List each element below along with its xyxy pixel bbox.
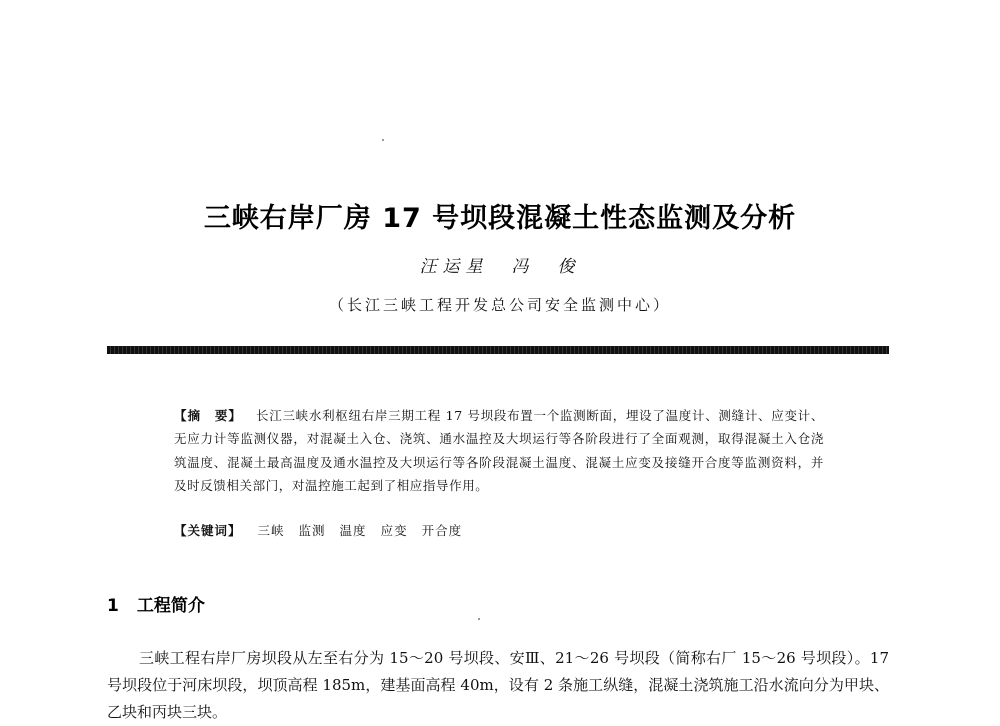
abstract-block bbox=[174, 404, 824, 498]
keywords-label: 【关键词】 bbox=[174, 523, 242, 538]
section-paragraph: 三峡工程右岸厂房坝段从左至右分为 15～20 号坝段、安Ⅲ、21～26 号坝段（简称右厂 15～26 号坝段）。17 号坝段位于河床坝段，坝顶高程 185m，建基面高程 40m，设有 2 条施工纵缝，混凝土浇筑施工沿水流向分为甲块、乙块和丙块三块。 bbox=[107, 649, 889, 721]
keyword-item: 监测 bbox=[298, 523, 326, 538]
paper-affiliation: （长江三峡工程开发总公司安全监测中心） bbox=[328, 296, 671, 314]
scan-speck bbox=[478, 618, 480, 620]
abstract-label: 【摘 要】 bbox=[174, 408, 243, 423]
section-heading bbox=[107, 591, 205, 616]
keywords-block bbox=[174, 519, 824, 542]
keyword-item: 温度 bbox=[339, 523, 367, 538]
paper-authors: 汪运星 冯 俊 bbox=[419, 257, 581, 277]
scan-speck bbox=[382, 139, 384, 141]
keyword-item: 应变 bbox=[380, 523, 408, 538]
title-divider-rule bbox=[107, 346, 889, 354]
section-title: 工程简介 bbox=[136, 596, 205, 616]
keyword-item: 开合度 bbox=[421, 523, 463, 538]
abstract-text: 长江三峡水利枢纽右岸三期工程 17 号坝段布置一个监测断面，埋设了温度计、测缝计、应变计、无应力计等监测仪器，对混凝土入仓、浇筑、通水温控及大坝运行等各阶段进行了全面观测，取得混凝土入仓浇筑温度、混凝土最高温度及通水温控及大坝运行等各阶段混凝土温度、混凝土应变及接缝开合度等监测资料，并及时反馈相关部门，对温控施工起到了相应指导作用。 bbox=[174, 408, 824, 494]
paper-title: 三峡右岸厂房 17 号坝段混凝土性态监测及分析 bbox=[203, 203, 797, 234]
section-number: 1 bbox=[107, 596, 119, 616]
keyword-item: 三峡 bbox=[257, 523, 285, 538]
